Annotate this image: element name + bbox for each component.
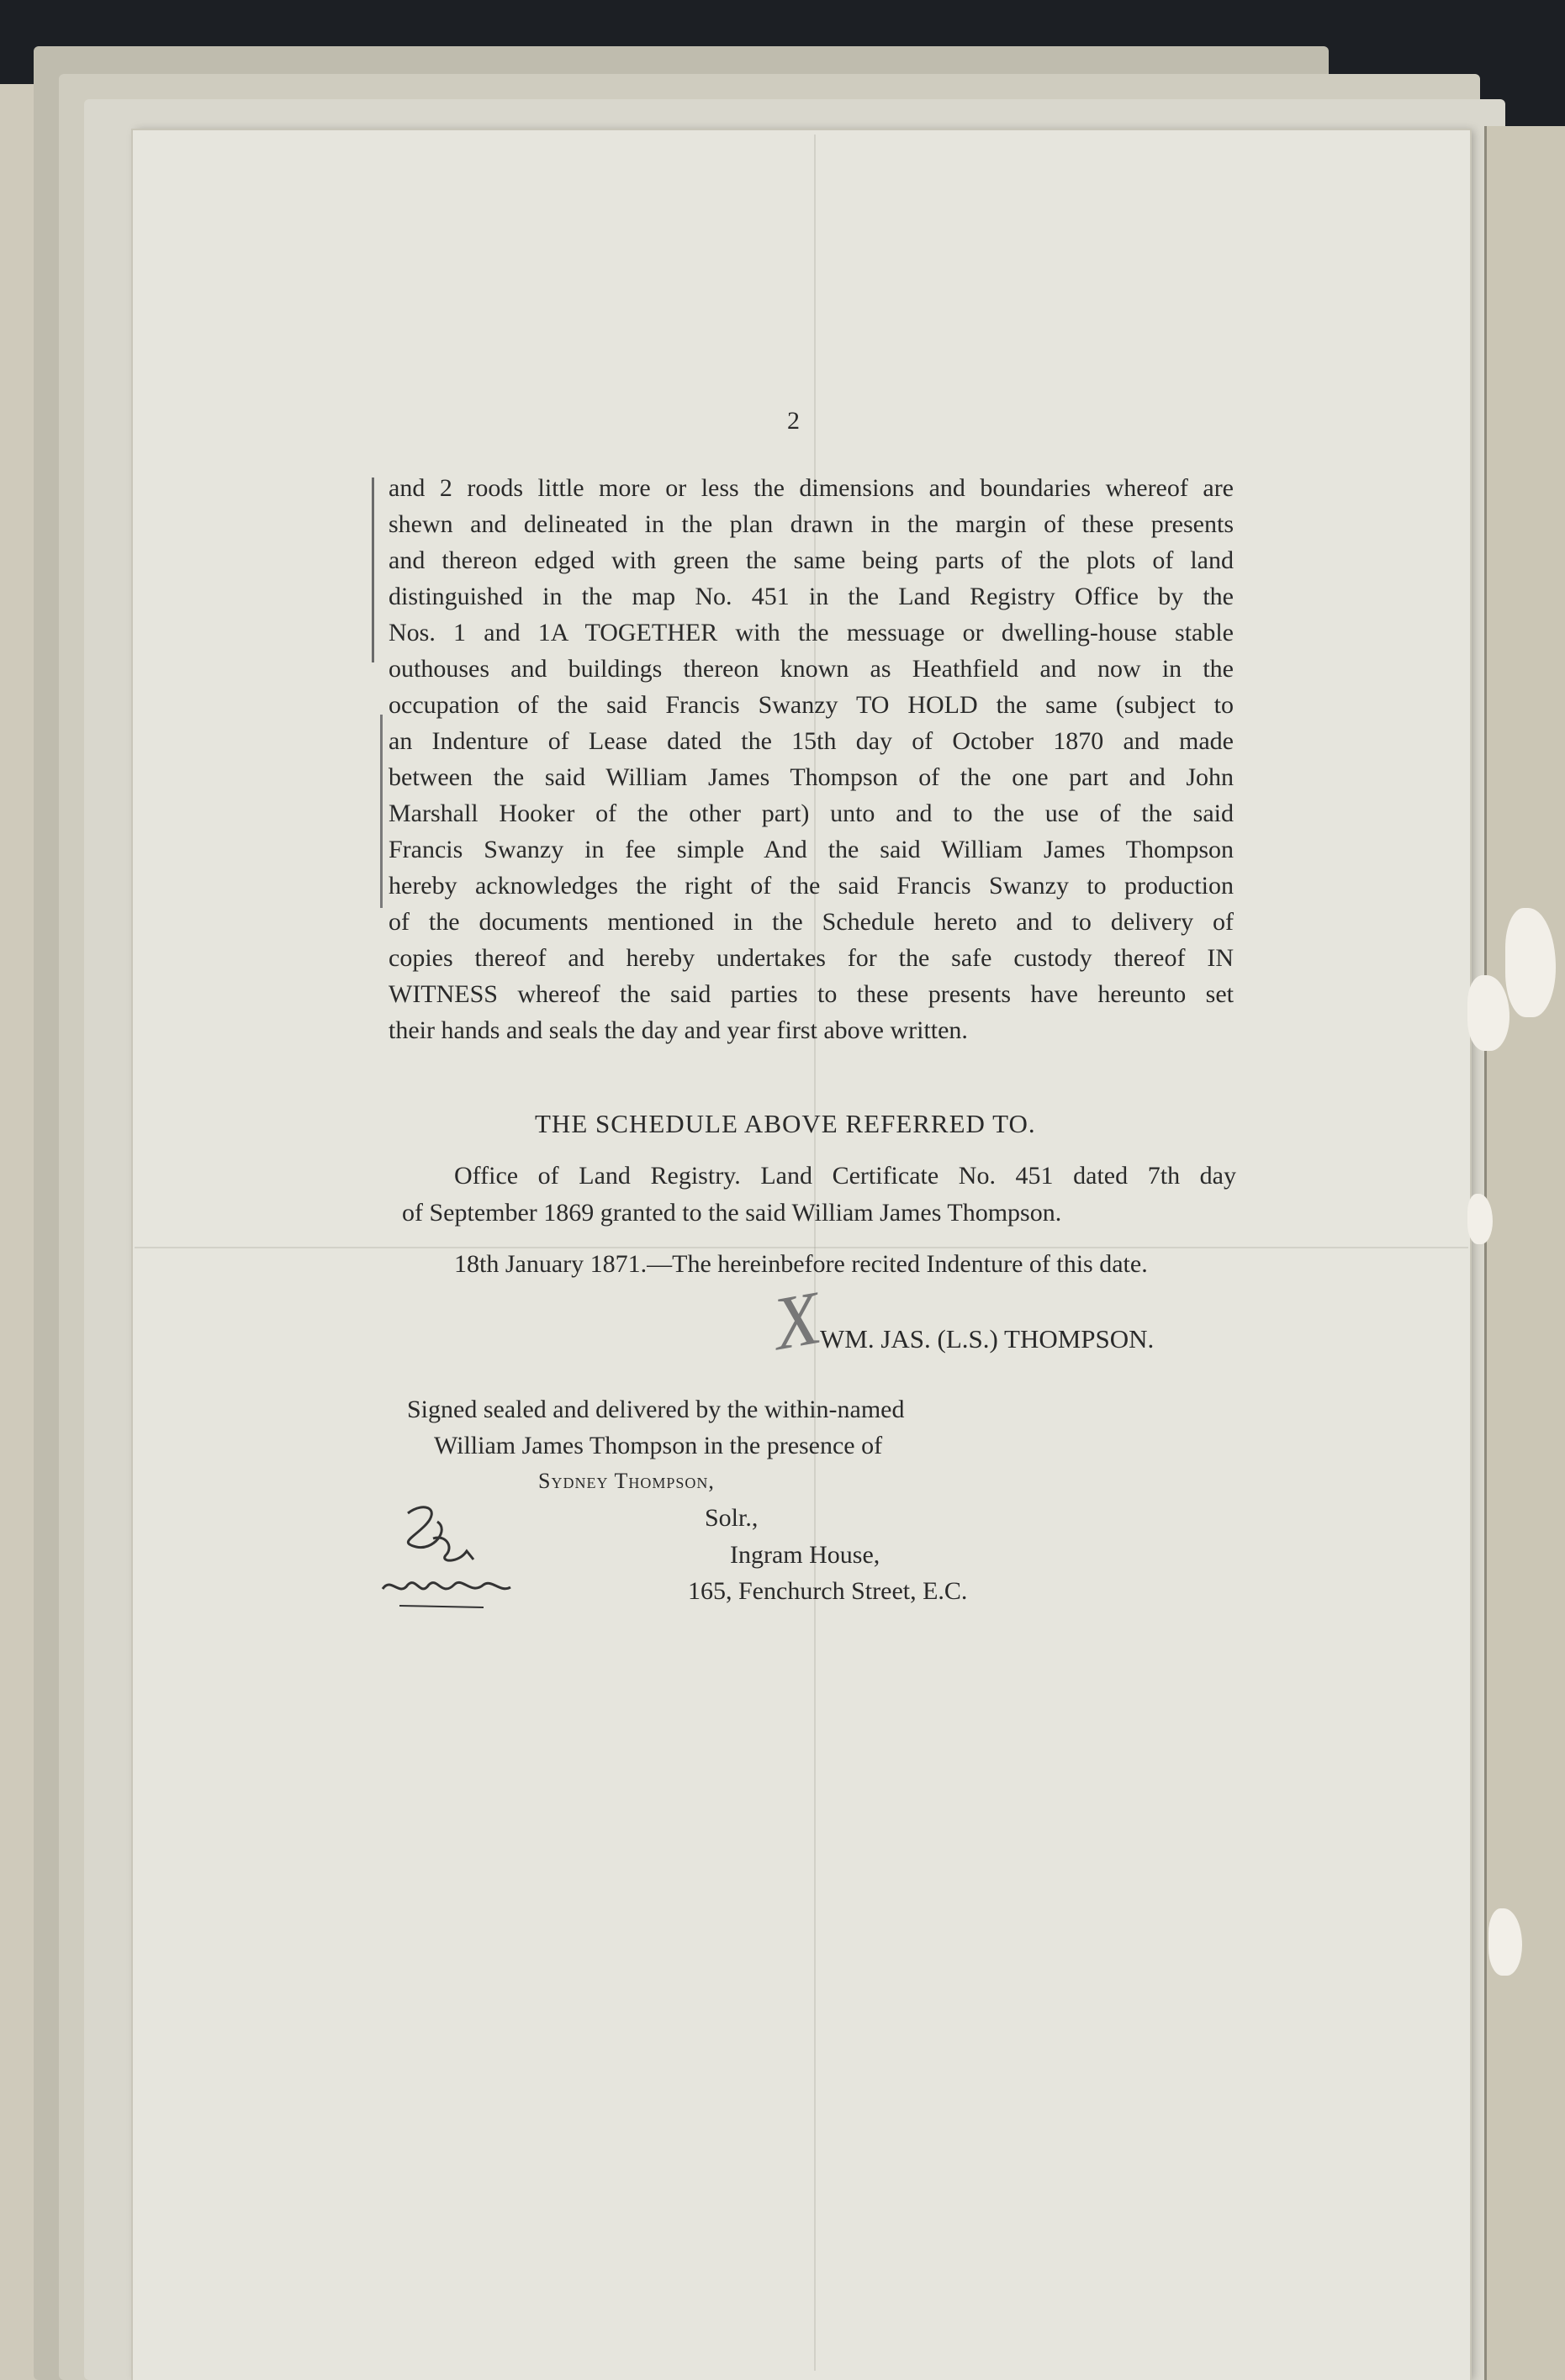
schedule-heading: THE SCHEDULE ABOVE REFERRED TO. (535, 1109, 1036, 1138)
body-line: between the said William James Thompson of the one part and John (389, 763, 1234, 791)
page-number: 2 (787, 407, 800, 435)
margin-bracket (372, 478, 374, 662)
body-line: Marshall Hooker of the other part) unto and to the use of the said (389, 799, 1234, 827)
body-line: occupation of the said Francis Swanzy TO HOLD the same (subject to (389, 691, 1234, 719)
witness-name: Sydney Thompson, (538, 1469, 715, 1493)
body-line: distinguished in the map No. 451 in the Land Registry Office by the (389, 583, 1234, 610)
signature-mark: X (766, 1275, 827, 1367)
schedule-entry-line: of September 1869 granted to the said William James Thompson. (402, 1199, 1062, 1227)
horizontal-fold-line (135, 1247, 1468, 1248)
body-line: hereby acknowledges the right of the said Francis Swanzy to production (389, 872, 1234, 900)
body-line: and 2 roods little more or less the dimensions and boundaries whereof are (389, 474, 1234, 502)
body-line: Nos. 1 and 1A TOGETHER with the messuage or dwelling-house stable (389, 619, 1234, 646)
margin-bracket (380, 715, 383, 908)
witness-title: Solr., (705, 1504, 759, 1532)
witness-address: 165, Fenchurch Street, E.C. (688, 1577, 968, 1605)
body-line: Francis Swanzy in fee simple And the said William James Thompson (389, 836, 1234, 863)
schedule-entry-line: 18th January 1871.—The hereinbefore recited Indenture of this date. (454, 1250, 1148, 1278)
body-line: WITNESS whereof the said parties to these presents have hereunto set (389, 980, 1234, 1008)
attestation-line: Signed sealed and delivered by the within-named (407, 1396, 905, 1423)
body-line: shewn and delineated in the plan drawn in the margin of these presents (389, 510, 1234, 538)
witness-address: Ingram House, (730, 1541, 880, 1569)
schedule-entry-line: Office of Land Registry. Land Certificate No. 451 dated 7th day (454, 1162, 1236, 1190)
body-line: of the documents mentioned in the Schedule hereto and to delivery of (389, 908, 1234, 936)
right-page-edge (1484, 126, 1565, 2380)
attestation-line: William James Thompson in the presence of (434, 1432, 883, 1459)
body-line: an Indenture of Lease dated the 15th day of October 1870 and made (389, 727, 1234, 755)
body-line: copies thereof and hereby undertakes for the safe custody thereof IN (389, 944, 1234, 972)
signature-line: WM. JAS. (L.S.) THOMPSON. (820, 1324, 1155, 1354)
body-line: their hands and seals the day and year first above written. (389, 1016, 968, 1044)
body-line: and thereon edged with green the same being parts of the plots of land (389, 546, 1234, 574)
body-line: outhouses and buildings thereon known as Heathfield and now in the (389, 655, 1234, 683)
handwritten-annotation (374, 1496, 517, 1623)
